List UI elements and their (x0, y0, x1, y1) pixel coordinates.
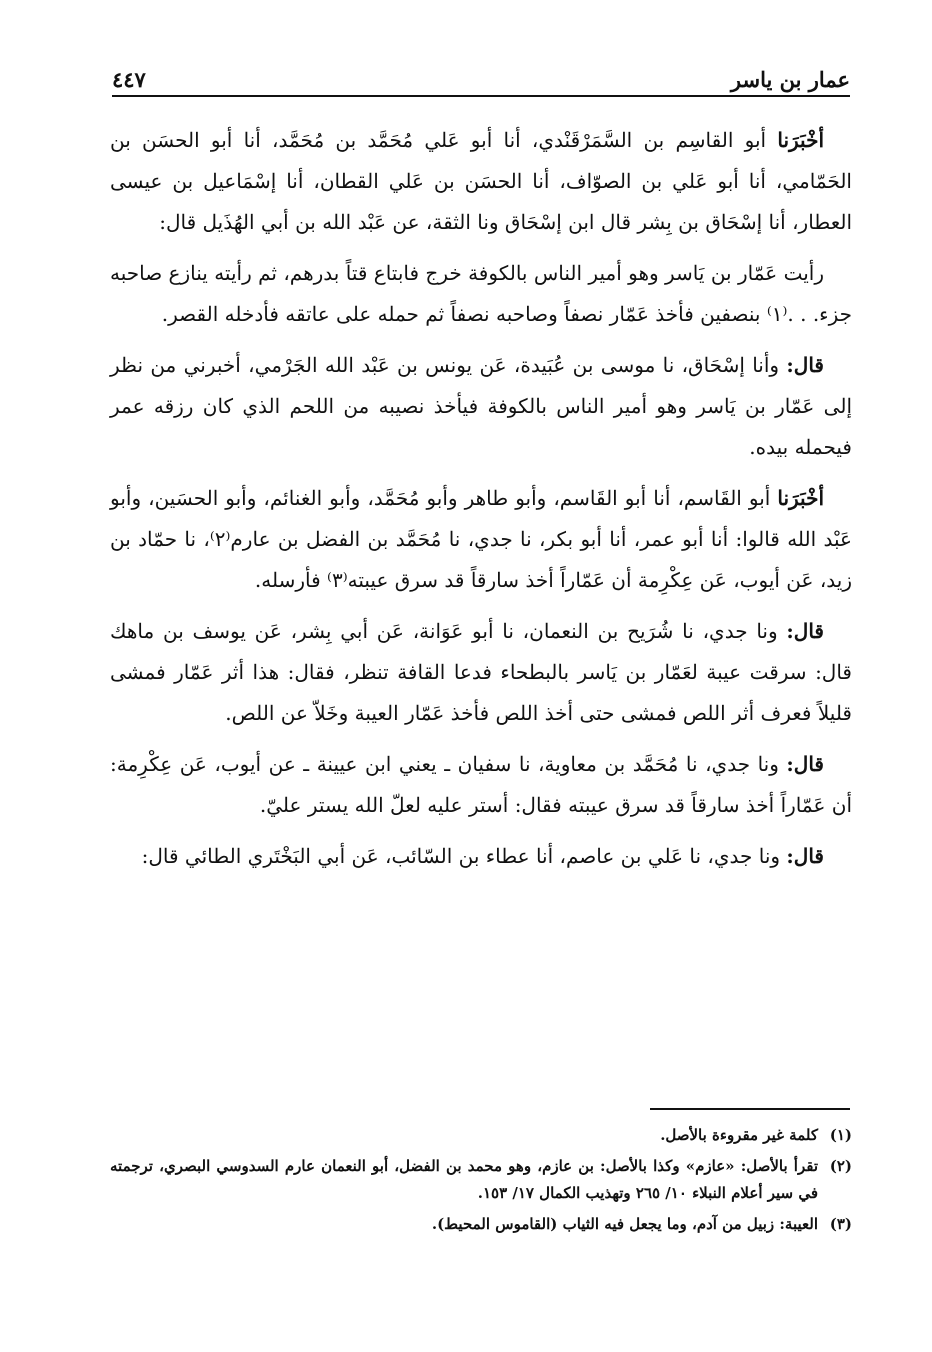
paragraph (110, 611, 852, 734)
paragraph (110, 744, 852, 826)
paragraph-text: أبو القاسِم بن السَّمَرْقَنْدي، أنا أبو عَلي مُحَمَّد بن مُحَمَّد، أنا أبو الحسَن بن الحَمّامي، أنا أبو عَلي بن الصوّاف، أنا الحسَن بن عَلي القطان، أنا إسْمَاعيل بن عيسى العطار، أنا إسْحَاق بن بِشر قال ابن إسْحَاق ونا الثقة، عن عَبْد الله بن أبي الهُذَيل قال: (110, 128, 852, 234)
paragraph-lead: قال: (786, 752, 824, 776)
paragraph-text: ونا جدي، نا عَلي بن عاصم، أنا عطاء بن السّائب، عَن أبي البَخْتَري الطائي قال: (141, 844, 787, 868)
paragraph-text: أبو القَاسم، أنا أبو القَاسم، وأبو طاهر وأبو مُحَمَّد، وأبو الغنائم، وأبو الحسَين، وأبو عَبْد الله قالوا: أنا أبو عمر، أنا أبو بكر، نا جدي، نا مُحَمَّد بن الفضل بن عارم⁽٢⁾، نا حمّاد بن زيد، عَن أيوب، عَن عِكْرِمة أن عَمّاراً أخذ سارقاً قد سرق عيبته⁽٣⁾ فأرسله. (110, 486, 852, 592)
paragraph (110, 253, 852, 335)
footnote-text: العيبة: زبيل من آدم، وما يجعل فيه الثياب (القاموس المحيط). (431, 1215, 818, 1233)
paragraph-lead: قال: (786, 353, 824, 377)
footnote (110, 1211, 852, 1238)
footnotes (110, 1122, 852, 1242)
paragraph-text: ونا جدي، نا مُحَمَّد بن معاوية، نا سفيان ـ يعني ابن عيينة ـ عن أيوب، عَن عِكْرِمة: أن عَمّاراً أخذ سارقاً قد سرق عيبته فقال: أستر عليه لعلّ الله يستر عليّ. (110, 752, 852, 817)
running-title: عمار بن ياسر (730, 67, 850, 92)
paragraph (110, 836, 852, 877)
paragraph-lead: قال: (786, 844, 824, 868)
paragraph (110, 478, 852, 601)
footnote (110, 1153, 852, 1207)
footnote-number: (٣) (829, 1215, 852, 1233)
running-header (112, 52, 850, 92)
footnote-text: كلمة غير مقروءة بالأصل. (660, 1126, 818, 1144)
footnote-number: (٢) (829, 1157, 852, 1175)
paragraph-lead: قال: (786, 619, 824, 643)
paragraph (110, 120, 852, 243)
paragraph-lead: أخْبَرَنا (777, 486, 824, 510)
paragraph-text: ونا جدي، نا شُرَيح بن النعمان، نا أبو عَوَانة، عَن أبي بِشر، عَن يوسف بن ماهك قال: سرقت عيبة لعَمّار بن يَاسر بالبطحاء فدعا القافة تنظر، فقال: هذا أثر عَمّار فمشى قليلاً فعرف أثر اللص فمشى حتى أخذ اللص فأخذ عَمّار العيبة وخَلاّ عن اللص. (110, 619, 852, 725)
header-rule (112, 95, 850, 97)
paragraph (110, 345, 852, 468)
footnote-rule (650, 1108, 850, 1110)
page-number: ٤٤٧ (112, 67, 146, 92)
footnote-number: (١) (829, 1126, 852, 1144)
paragraph-text: رأيت عَمّار بن يَاسر وهو أمير الناس بالكوفة خرج فابتاع قتاً بدرهم، ثم رأيته ينازع صاحبه جزء. . .⁽١⁾ بنصفين فأخذ عَمّار نصفاً وصاحبه نصفاً ثم حمله على عاتقه فأدخله القصر. (110, 261, 852, 326)
paragraph-lead: أخْبَرَنا (777, 128, 824, 152)
main-text (110, 120, 852, 887)
footnote-text: تقرأ بالأصل: «عازم» وكذا بالأصل: بن عازم، وهو محمد بن الفضل، أبو النعمان عارم السدوسي البصري، ترجمته في سير أعلام النبلاء ١٠/ ٢٦٥ وتهذيب الكمال ١٧/ ١٥٣. (110, 1157, 818, 1202)
paragraph-text: وأنا إسْحَاق، نا موسى بن عُبَيدة، عَن يونس بن عَبْد الله الجَرْمي، أخبرني من نظر إلى عَمّار بن يَاسر وهو أمير الناس بالكوفة فيأخذ نصيبه من اللحم الذي كان رزقه عمر فيحمله بيده. (110, 353, 852, 459)
footnote (110, 1122, 852, 1149)
